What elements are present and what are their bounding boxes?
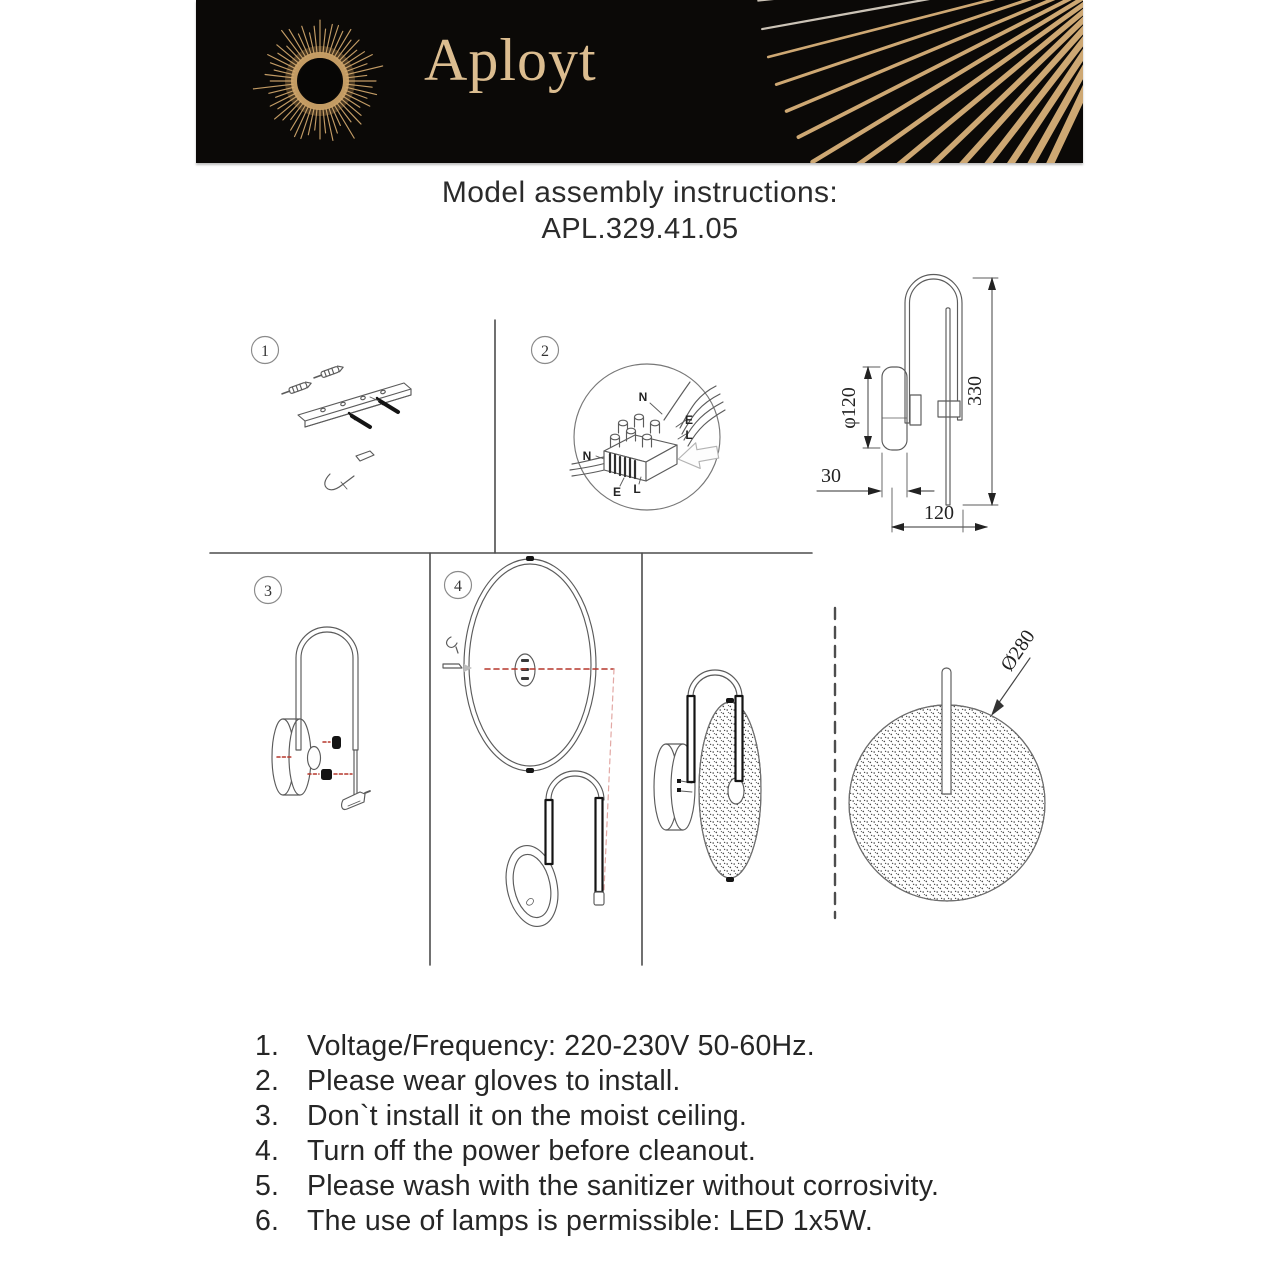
svg-text:4: 4 <box>454 578 462 595</box>
small-bracket-icon <box>325 451 374 490</box>
svg-text:1: 1 <box>261 343 269 360</box>
dim-depth: 30 <box>821 465 841 487</box>
assembly-diagram <box>180 260 1100 1010</box>
assembled-lamp-drawing <box>654 670 761 882</box>
list-item-text: Turn off the power before cleanout. <box>307 1135 757 1167</box>
dimension-side-view <box>817 275 998 533</box>
step-4-drawing <box>443 556 614 931</box>
sunburst-logo-icon <box>253 20 382 140</box>
list-item-number: 5. <box>255 1170 280 1202</box>
list-item-number: 6. <box>255 1205 280 1237</box>
list-item <box>0 1064 1280 1099</box>
dim-width: 120 <box>924 502 954 524</box>
wall-anchor-icon <box>313 364 344 380</box>
brand-wordmark: Aployt <box>424 27 597 93</box>
svg-text:3: 3 <box>264 583 272 600</box>
disc-front-view <box>849 626 1045 901</box>
wire-label-n-top: N <box>638 390 648 404</box>
wire-label-l-right: L <box>685 428 693 442</box>
step-1-drawing <box>281 364 411 489</box>
list-item <box>0 1134 1280 1169</box>
step-2-badge <box>532 337 559 364</box>
wire-label-l-bottom: L <box>633 482 641 496</box>
screw-and-bracket-icon <box>443 637 472 672</box>
step-1-badge <box>252 337 279 364</box>
list-item <box>0 1204 1280 1239</box>
ring-base <box>499 841 565 932</box>
list-item <box>0 1099 1280 1134</box>
dim-plate-diameter: φ120 <box>838 387 860 429</box>
brand-banner <box>196 0 1083 163</box>
wire-label-e-right: E <box>684 413 694 427</box>
list-item-text: Please wear gloves to install. <box>307 1065 681 1097</box>
list-item-number: 1. <box>255 1030 280 1062</box>
step-4-badge <box>445 572 472 599</box>
list-item <box>0 1029 1280 1064</box>
step-2-drawing <box>570 364 725 510</box>
small-bracket-icon <box>342 791 370 809</box>
corner-rays-icon <box>758 0 1083 163</box>
svg-text:2: 2 <box>541 343 549 360</box>
dim-disc-diameter: Ø280 <box>996 626 1040 676</box>
wire-label-e-bottom: E <box>612 485 622 499</box>
banner-decor <box>196 0 1083 163</box>
list-item-number: 2. <box>255 1065 280 1097</box>
step-3-badge <box>255 577 282 604</box>
list-item <box>0 1169 1280 1204</box>
instruction-list <box>0 1029 1280 1239</box>
list-item-text: Don`t install it on the moist ceiling. <box>307 1100 748 1132</box>
step-3-drawing <box>272 627 370 809</box>
page-title: Model assembly instructions: <box>441 176 839 209</box>
list-item-text: Please wash with the sanitizer without corrosivity. <box>307 1170 940 1202</box>
dim-height: 330 <box>964 376 986 406</box>
list-item-number: 3. <box>255 1100 280 1132</box>
wall-anchor-icon <box>281 380 312 396</box>
list-item-text: The use of lamps is permissible: LED 1x5W. <box>307 1205 873 1237</box>
wire-label-n-left: N <box>582 449 592 463</box>
list-item-number: 4. <box>255 1135 280 1167</box>
list-item-text: Voltage/Frequency: 220-230V 50-60Hz. <box>307 1030 815 1062</box>
model-number: APL.329.41.05 <box>541 213 739 245</box>
